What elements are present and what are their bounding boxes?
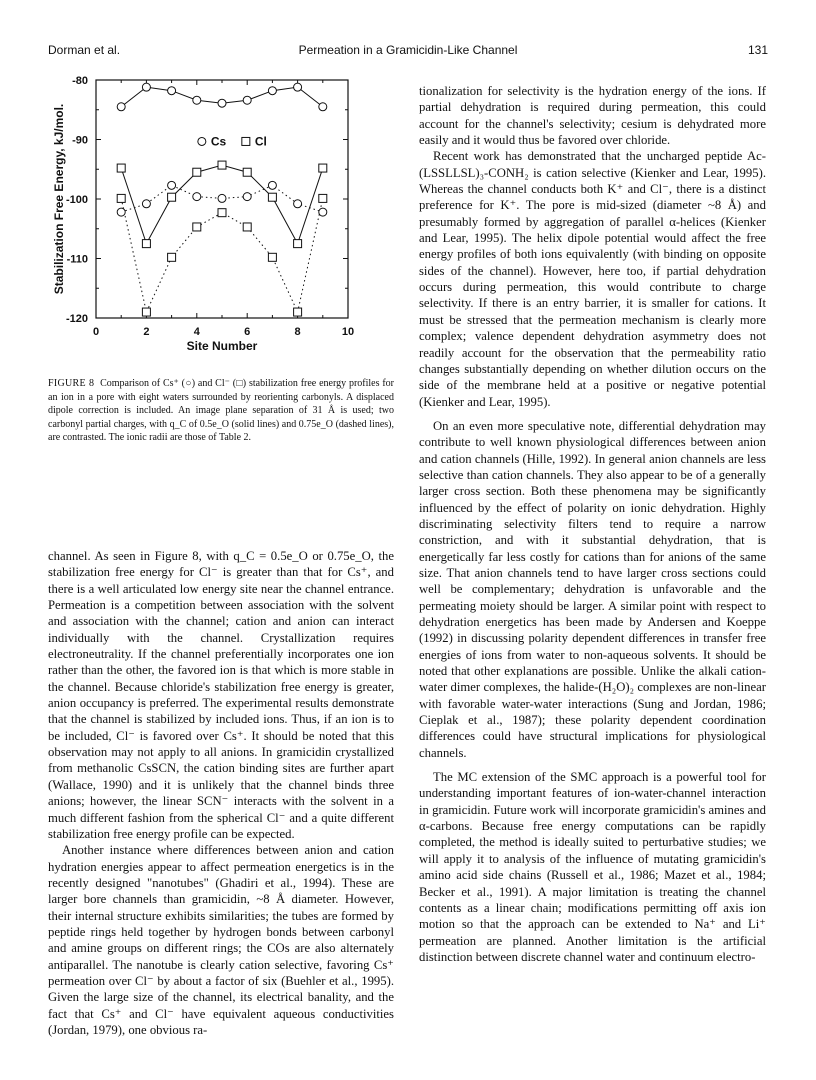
data-point-cl	[268, 253, 276, 261]
paragraph: tionalization for selectivity is the hydration energy of the ions. If partial dehydration is required during permeation, this could account for the channel's selectivity; cesium is dehydrated more easily and it would thus be favored over chloride.	[419, 84, 766, 148]
header-authors: Dorman et al.	[48, 43, 121, 57]
data-point-cl	[117, 194, 125, 202]
data-point-cs	[218, 99, 226, 107]
data-point-cs	[268, 87, 276, 95]
caption-label: FIGURE 8	[48, 378, 95, 389]
data-point-cl	[142, 240, 150, 248]
data-point-cs	[142, 200, 150, 208]
x-tick-label: 6	[244, 326, 251, 338]
caption-text: Comparison of Cs⁺ (○) and Cl⁻ (□) stabilization free energy profiles for an ion in a pore with eight waters surrounded by reorienting carbonyls. A displaced dipole correction is included. An image plane separation of 31 Å is used; two carbonyl partial charges, with q_C of 0.5e_O (solid lines) and 0.75e_O (dashed lines), are contrasted. The ionic radii are those of Table 2.	[48, 378, 395, 444]
page-number: 131	[747, 43, 768, 57]
legend-label-cs: Cs	[210, 134, 227, 149]
x-tick-label: 0	[92, 326, 100, 338]
data-point-cl	[268, 193, 276, 201]
data-point-cl	[319, 164, 327, 172]
data-point-cl	[193, 168, 201, 176]
data-point-cs	[168, 87, 176, 95]
data-point-cs	[319, 208, 327, 216]
y-tick-label: -100	[65, 194, 88, 206]
data-point-cl	[243, 168, 251, 176]
data-point-cl	[168, 253, 176, 261]
data-point-cl	[168, 193, 176, 201]
data-point-cl	[243, 223, 251, 231]
data-point-cs	[142, 83, 150, 91]
paragraph: The MC extension of the SMC approach is a powerful tool for understanding important features of ion-water-channel interaction in gramicidin. Future work will incorporate gramicidin's amines and α-carbons. Because free energy computations can be rapidly completed, the method is ideally suited to perturbative studies; we will apply it to analysis of the influence of mutating gramicidin's amino acid side chains (Russell et al., 1986; Mazet et al., 1984; Becker et al., 1991). A major limitation is treating the channel contents as a linear chain; modifications permitting off axis ion motion so that the approach can be extended to Na⁺ and Li⁺ permeation are planned. Another limitation is the artificial distinction between discrete channel water and continuum electro-	[419, 770, 766, 964]
data-point-cs	[294, 200, 302, 208]
data-point-cl	[319, 194, 327, 202]
right-column	[419, 83, 766, 965]
data-point-cs	[193, 96, 201, 104]
paragraph: Recent work has demonstrated that the uncharged peptide Ac-(LSSLLSL)₃-CONH₂ is cation selective (Kienker and Lear, 1995). Whereas the channel conducts both K⁺ and Cl⁻, there is a distinct preference for K⁺. The pore is mid-sized (diameter ~8 Å) and presumably formed by aggregation of parallel α-helices (Kienker and Lear, 1995). The helix dipole potential would affect the free energy profiles of both ions equivalently (with binding on opposite sides of the channel). However, here too, if partial dehydration occurs during permeation, this would contribute to charge selectivity. If there is an entry barrier, it is smaller for cations. It must be stressed that the permeation mechanism is clearly more complex; valence dependent dehydration asymmetry does not readily account for the observation that the permeability ratio changes substantially depending on whether dilution occurs on the side of the membrane held at a positive or negative potential (Kienker and Lear, 1995).	[419, 149, 766, 409]
y-axis-title: Stabilization Free Energy, kJ/mol.	[52, 103, 66, 295]
data-point-cs	[193, 193, 201, 201]
y-tick-label: -120	[65, 313, 88, 325]
data-point-cs	[117, 103, 125, 111]
data-point-cs	[294, 83, 302, 91]
left-column	[48, 548, 394, 1038]
data-point-cl	[218, 161, 226, 169]
data-point-cs	[243, 96, 251, 104]
data-point-cs	[243, 193, 251, 201]
y-tick-label: -80	[72, 75, 88, 87]
x-axis-title: Site Number	[186, 339, 258, 353]
free-energy-chart	[48, 70, 394, 370]
paragraph: On an even more speculative note, differential dehydration may contribute to well known physiological differences between anion and cation channels (Hille, 1992). In general anion channels are less selective than cation channels. They also appear to be of a generally larger cross section. Both these phenomena may be significantly influenced by the effect of polarity on ionic dehydration. Highly discriminating selectivity filters tend to require a narrow constriction, and with it substantial dehydration, that is energetically far less costly for cations than for anions of the same size. That anion channels tend to have larger cross sections could well be complementary; dehydration is unfavorable and the permeating moiety should be larger. A similar point with respect to dehydration energetics has been made by Andersen and Koeppe (1992) in discussing polarity dependent differences in transfer free energies of ions from water to non-aqueous solvents. It should be noted that other explanations are possible. Unlike the alkali cation-water dimer complexes, the halide-(H₂O)₂ complexes are non-linear with favorable water-water interactions (Sung and Jordan, 1986; Cieplak et al., 1987); these polarity dependent coordination differences could have structural implications for physiological channels.	[419, 418, 766, 760]
paragraph: channel. As seen in Figure 8, with q_C = 0.5e_O or 0.75e_O, the stabilization free energy for Cl⁻ is greater than that for Cs⁺, and there is a well articulated low energy site near the channel entrance. Permeation is a competition between association with the solvent and association with the channel; cation and anion can interact individually with the channel. Crystallization requires electroneutrality. If the channel preferentially incorporates one ion rather than the other, the favored ion is that which is more stable in the channel. Because chloride's stabilization free energy is greater, anion occupancy is preferred. The experimental results demonstrate that the channel is stabilized by included ions. Thus, if an ion is to be included, Cl⁻ is favored over Cs⁺. It should be noted that this observation may not apply to all anions. In gramicidin crystallized from methanolic CsSCN, the cation binding sites are further apart (Wallace, 1990) and it is unlikely that the channel binds three anions; however, the linear SCN⁻ interacts with the solvent in a much different fashion from the spherical Cl⁻ and a quite different stabilization free energy profile can be expected.	[48, 549, 394, 841]
y-tick-label: -90	[72, 134, 88, 147]
data-point-cs	[218, 194, 226, 202]
data-point-cl	[294, 240, 302, 248]
data-point-cl	[218, 209, 226, 217]
y-tick-label: -110	[66, 253, 88, 266]
figure-8	[48, 70, 394, 370]
figure-caption	[48, 377, 394, 445]
legend-marker-cl	[242, 137, 250, 145]
data-point-cl	[294, 308, 302, 316]
x-tick-label: 8	[294, 326, 301, 338]
legend-marker-cs	[198, 137, 206, 145]
legend-label-cl: Cl	[254, 134, 267, 149]
data-point-cl	[142, 308, 150, 316]
data-point-cl	[193, 223, 201, 231]
paragraph: Another instance where differences between anion and cation hydration energies appear to affect permeation energetics is in the recently designed "nanotubes" (Ghadiri et al., 1994). These are larger bore channels than gramicidin, ~8 Å diameter. However, their internal structure exhibits similarities; the tubes are formed by peptide rings held together by hydrogen bonds between carbonyl and amine groups on different rings; the COs are also alternately antiparallel. The nanotube is clearly cation selective, favoring Cs⁺ permeation over Cl⁻ by about a factor of six (Buehler et al., 1995). Given the large size of the channel, its electrical banality, and the fact that Cs⁺ and Cl⁻ have equivalent aqueous conductivities (Jordan, 1979), one obvious ra-	[48, 843, 394, 1037]
x-tick-label: 4	[193, 326, 200, 338]
data-point-cs	[117, 208, 125, 216]
x-tick-label: 10	[341, 326, 355, 338]
data-point-cs	[268, 181, 276, 189]
running-header	[48, 43, 768, 59]
series-line-cl-solid	[121, 165, 323, 244]
x-tick-label: 2	[143, 326, 150, 338]
header-title: Permeation in a Gramicidin-Like Channel	[298, 43, 518, 57]
data-point-cs	[168, 181, 176, 189]
data-point-cs	[319, 103, 327, 111]
data-point-cl	[117, 164, 125, 172]
